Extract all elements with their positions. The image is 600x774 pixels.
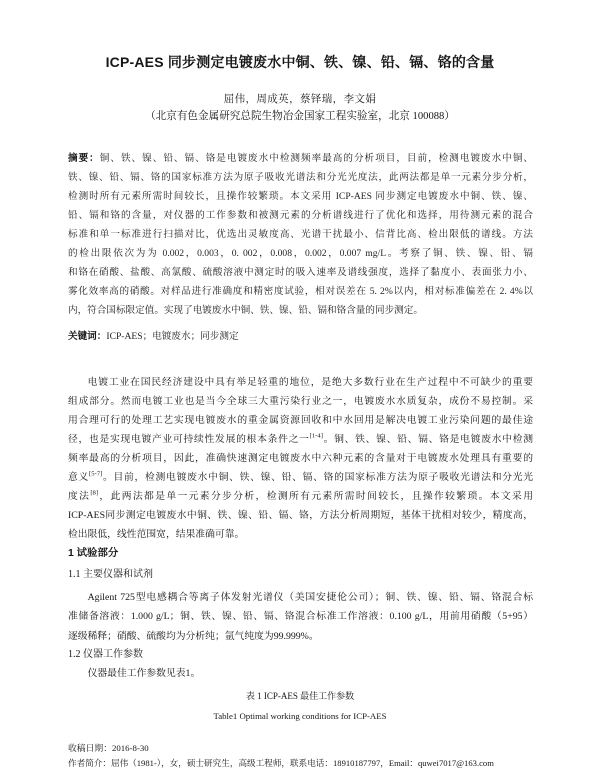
body-line: 电镀工业在国民经济建设中具有举足轻重的地位，是绝大多数行业在生产过程中不可缺少的重要 — [87, 376, 533, 388]
affiliation: （北京有色金属研究总院生物冶金国家工程实验室，北京 100088） — [145, 111, 455, 122]
keywords-text: ICP-AES；电镀废水；同步测定 — [106, 331, 239, 342]
body-line: 逐级稀释；硝酸、硫酸均为分析纯；氩气纯度为99.999%。 — [68, 630, 319, 642]
abstract-line: 标准和单一标准进行扫描对比，优选出灵敏度高、光谱干扰最小、信背比高、检出限低的谱线。方法 — [68, 228, 533, 240]
body-text: ，此两法都是单一元素分步分析，检测所有元素所需时间较长，且操作较繁琐。本文采用 — [98, 490, 533, 502]
subsection-heading-instruments: 1.1 主要仪器和试剂 — [68, 569, 153, 580]
body-line: 准储备溶液：1.000 g/L；铜、铁、镍、铅、镉、铬混合标准工作溶液：0.100 g/L，用前用硝酸（5+95） — [68, 611, 533, 622]
received-date: 收稿日期：2016-8-30 — [68, 743, 149, 753]
citation: [1-4] — [309, 432, 323, 440]
table-caption-chinese: 表 1 ICP-AES 最佳工作参数 — [245, 691, 355, 701]
citation: [8] — [90, 489, 99, 497]
body-text: 径，也是实现电镀产业可持续性发展的根本条件之一 — [68, 433, 310, 445]
body-line — [68, 468, 533, 487]
abstract-line: 的检出限依次为为 0.002，0.003，0. 002，0.008，0.002，0.007 mg/L。考察了铜、铁、镍、铅、镉 — [68, 247, 533, 259]
abstract-text: 铜、铁、镍、铅、镉、铬是电镀废水中检测频率最高的分析项目，目前，检测电镀废水中铜、 — [99, 152, 533, 164]
paper-title: ICP-AES 同步测定电镀废水中铜、铁、镍、铅、镉、铬的含量 — [105, 54, 495, 70]
instruments-paragraph — [68, 588, 533, 647]
body-text: 意义 — [68, 471, 90, 483]
body-text: 度法 — [68, 490, 91, 502]
body-line — [68, 487, 533, 506]
keywords-label: 关键词： — [68, 331, 107, 342]
keywords — [68, 328, 533, 346]
abstract — [68, 149, 533, 320]
body-line: 频率最高的分析项目，因此，准确快速测定电镀废水中六种元素的含量对于电镀废水处理具有重要的 — [68, 452, 533, 464]
citation: [5-7] — [89, 470, 103, 478]
author-bio: 作者简介：屈伟（1981-），女，硕士研究生，高级工程师，联系电话：18910187797，Email：quwei7017@163.com — [68, 758, 494, 768]
abstract-line: 和铬在硝酸、盐酸、高氯酸、硫酸溶液中测定时的吸入速率及谱线强度，选择了黏度小、表面张力小、 — [68, 266, 533, 278]
table-caption-english: Table1 Optimal working conditions for ICP-AES — [213, 711, 387, 721]
abstract-line: 铁、镍、铅、镉、铬的国家标准方法为原子吸收光谱法和分光光度法，此两法都是单一元素分步分析， — [68, 171, 533, 183]
abstract-line: 雾化效率高的硝酸。对样品进行准确度和精密度试验，相对误差在 5. 2%以内，相对标准偏差在 2. 4%以 — [68, 285, 533, 297]
abstract-line — [68, 149, 533, 168]
abstract-line: 检测时所有元素所需时间较长，且操作较繁琐。本文采用 ICP-AES 同步测定电镀废水中铜、铁、镍、 — [68, 190, 533, 202]
subsection-heading-parameters: 1.2 仪器工作参数 — [68, 649, 143, 660]
body-line — [68, 430, 533, 449]
body-text: 。目前，检测电镀废水中铜、铁、镍、铅、镉、铬的国家标准方法为原子吸收光谱法和分光光 — [102, 471, 533, 483]
body-text: 。铜、铁、镍、铅、镉、铬是电镀废水中检测 — [322, 433, 533, 445]
body-line: 用合理可行的处理工艺实现电镀废水的重金属资源回收和中水回用是解决电镀工业污染问题的最佳途 — [68, 414, 533, 426]
parameters-paragraph: 仪器最佳工作参数见表1。 — [87, 668, 201, 679]
abstract-label: 摘要： — [68, 152, 100, 164]
introduction-paragraph — [68, 373, 533, 544]
body-line: ICP-AES同步测定电镀废水中铜、铁、镍、铅、镉、铬，方法分析周期短，基体干扰相对较少，精度高， — [68, 509, 533, 521]
author-list: 屈伟，周成英，蔡铎瑞，李文娟 — [223, 94, 377, 105]
body-line: 组成部分。然而电镀工业也是当今全球三大重污染行业之一，电镀废水水质复杂，成份不易控制。采 — [68, 395, 533, 407]
section-heading: 1 试验部分 — [68, 548, 119, 559]
body-line: 检出限低，线性范围宽，结果准确可靠。 — [68, 528, 245, 540]
abstract-line: 铅、镉和铬的含量，对仪器的工作参数和被测元素的分析谱线进行了优化和选择，用待测元素的混合 — [68, 209, 533, 221]
abstract-line: 内，符合国标限定值。实现了电镀废水中铜、铁、镍、铅、镉和铬含量的同步测定。 — [68, 304, 423, 316]
body-line: Agilent 725型电感耦合等离子体发射光谱仪（美国安捷伦公司）；铜、铁、镍、铅、镉、铬混合标 — [87, 591, 533, 603]
